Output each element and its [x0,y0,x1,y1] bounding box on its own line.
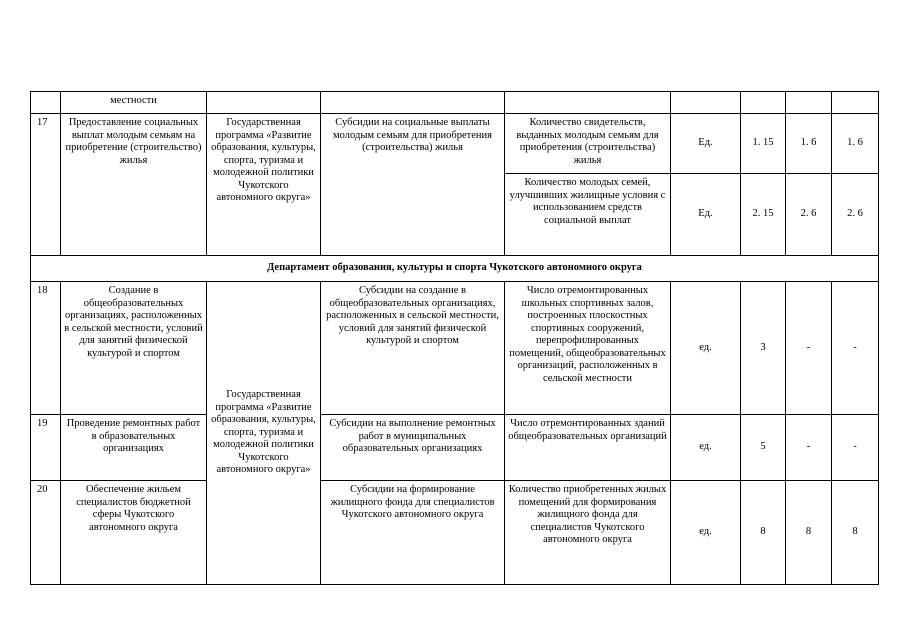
table-row-continuation [31,92,879,114]
value-cell: - [832,282,879,415]
indicator-cell: Количество молодых семей, улучшивших жилищные условия с использованием средств социальной выплат [505,174,671,256]
table-row-17 [31,114,879,174]
value-cell: 8 [786,481,832,585]
value-cell: - [786,415,832,481]
unit-cell: Ед. [671,114,741,174]
table-row-18 [31,282,879,415]
program-cell [207,92,321,114]
event-cell: Предоставление социальных выплат молодым семьям на приобретение (строительство) жилья [61,114,207,256]
unit-cell: ед. [671,481,741,585]
row-number: 17 [31,114,61,256]
table-row-20 [31,481,879,585]
indicator-cell: Количество приобретенных жилых помещений для формирования жилищного фонда для специалистов Чукотского автономного округа [505,481,671,585]
row-number: 19 [31,415,61,481]
subsidy-cell: Субсидии на социальные выплаты молодым семьям для приобретения (строительства) жилья [321,114,505,256]
value-cell: 5 [741,415,786,481]
section-row [31,256,879,282]
event-cell: Проведение ремонтных работ в образовательных организациях [61,415,207,481]
document-sheet [30,91,879,585]
unit-cell: ед. [671,415,741,481]
table-row-19 [31,415,879,481]
subsidy-cell: Субсидии на формирование жилищного фонда для специалистов Чукотского автономного округа [321,481,505,585]
section-heading: Департамент образования, культуры и спорта Чукотского автономного округа [31,256,879,282]
value-cell: 2. 6 [786,174,832,256]
indicator-cell: Число отремонтированных школьных спортивных залов, построенных плоскостных спортивных сооружений, перепрофилированных помещений, общеобразовательных организаций, расположенных в сельской местности [505,282,671,415]
indicator-cell [505,92,671,114]
value-cell: - [786,282,832,415]
row-number: 18 [31,282,61,415]
value-cell: 2. 6 [832,174,879,256]
unit-cell [671,92,741,114]
value-cell [832,92,879,114]
program-cell: Государственная программа «Развитие образования, культуры, спорта, туризма и молодежной политики Чукотского автономного округа» [207,114,321,256]
row-number: 20 [31,481,61,585]
event-cell: местности [61,92,207,114]
value-cell: 3 [741,282,786,415]
value-cell: 1. 6 [786,114,832,174]
row-number-cell [31,92,61,114]
value-cell: 8 [741,481,786,585]
subsidy-cell: Субсидии на выполнение ремонтных работ в муниципальных образовательных организациях [321,415,505,481]
value-cell: 1. 15 [741,114,786,174]
subsidy-cell [321,92,505,114]
event-cell: Обеспечение жильем специалистов бюджетной сферы Чукотского автономного округа [61,481,207,585]
unit-cell: Ед. [671,174,741,256]
value-cell [786,92,832,114]
value-cell: 2. 15 [741,174,786,256]
program-cell: Государственная программа «Развитие образования, культуры, спорта, туризма и молодежной политики Чукотского автономного округа» [207,282,321,585]
event-cell: Создание в общеобразовательных организациях, расположенных в сельской местности, условий для занятий физической культурой и спортом [61,282,207,415]
indicator-cell: Число отремонтированных зданий общеобразовательных организаций [505,415,671,481]
indicator-cell: Количество свидетельств, выданных молодым семьям для приобретения (строительства) жилья [505,114,671,174]
value-cell: 1. 6 [832,114,879,174]
value-cell: 8 [832,481,879,585]
unit-cell: ед. [671,282,741,415]
program-table [30,91,879,585]
subsidy-cell: Субсидии на создание в общеобразовательных организациях, расположенных в сельской местности, условий для занятий физической культурой и спортом [321,282,505,415]
value-cell [741,92,786,114]
value-cell: - [832,415,879,481]
